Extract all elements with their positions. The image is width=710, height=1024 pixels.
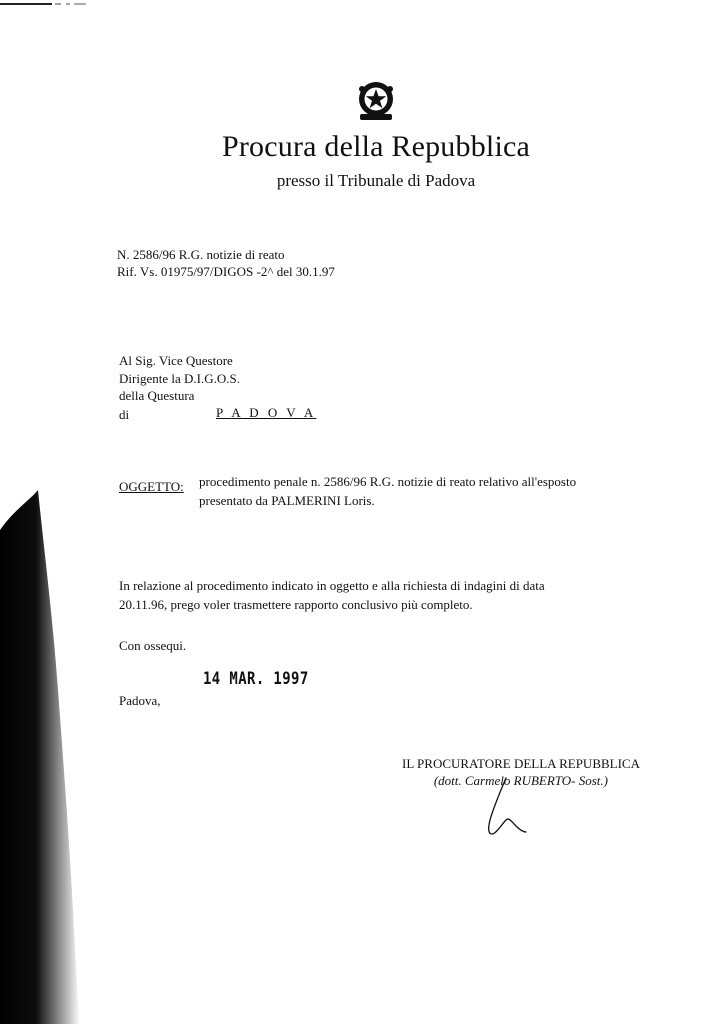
italian-republic-emblem-icon [354, 78, 398, 124]
reference-note: Rif. Vs. 01975/97/DIGOS -2^ del 30.1.97 [117, 264, 335, 279]
date-stamp: 14 MAR. 1997 [203, 669, 309, 689]
subject-line-1: procedimento penale n. 2586/96 R.G. notizie di reato relativo all'esposto [199, 474, 577, 489]
place-text: Padova, [119, 693, 161, 708]
signature-title: IL PROCURATORE DELLA REPUBBLICA [402, 756, 640, 771]
recipient-line-3: della Questura [119, 388, 195, 403]
recipient-line-1: Al Sig. Vice Questore [119, 353, 233, 368]
subject-label: OGGETTO: [119, 479, 184, 494]
signature-name: (dott. Carmelo RUBERTO- Sost.) [433, 773, 608, 788]
closing-text: Con ossequi. [119, 638, 187, 653]
body-line-2: 20.11.96, prego voler trasmettere rapporto conclusivo più completo. [119, 597, 473, 612]
scan-artifact-top [0, 2, 88, 6]
recipient-line-2: Dirigente la D.I.G.O.S. [119, 371, 240, 386]
subject-line-2: presentato da PALMERINI Loris. [199, 493, 375, 508]
scan-shadow-edge [0, 490, 82, 1024]
page-subtitle: presso il Tribunale di Padova [276, 171, 476, 190]
recipient-city: P A D O V A [216, 405, 317, 420]
recipient-prefix: di [119, 407, 130, 422]
reference-number: N. 2586/96 R.G. notizie di reato [117, 247, 285, 262]
body-line-1: In relazione al procedimento indicato in oggetto e alla richiesta di indagini di data [119, 578, 545, 593]
page-title: Procura della Repubblica [221, 130, 531, 163]
handwritten-signature-icon [476, 776, 532, 838]
